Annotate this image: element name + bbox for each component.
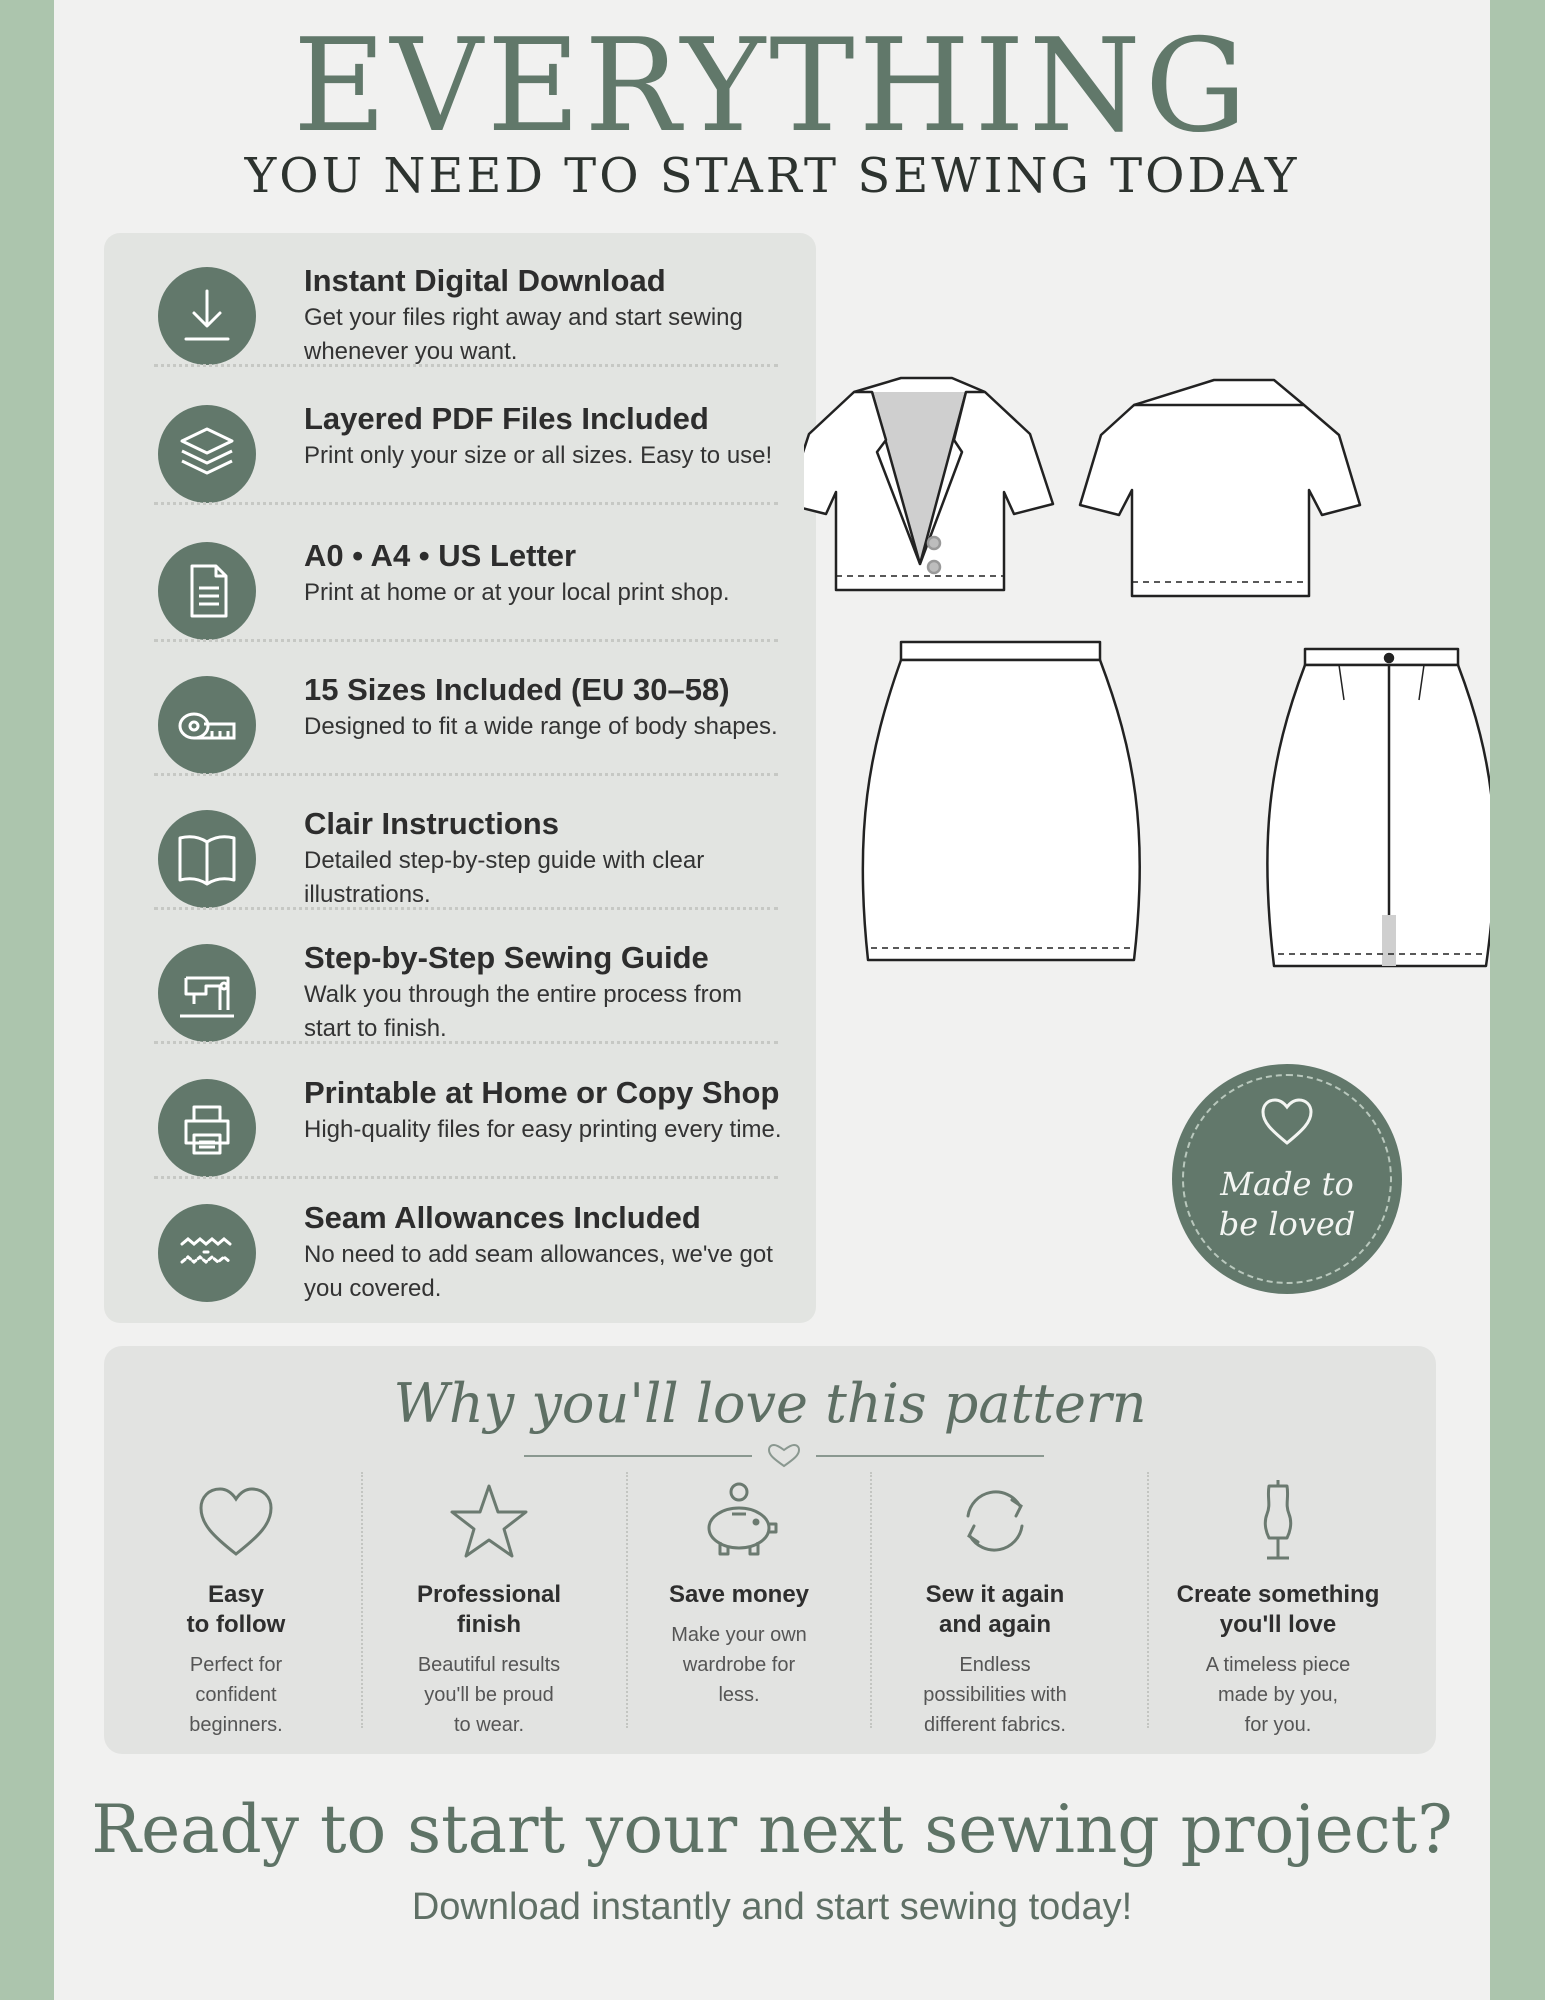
why-panel <box>104 1346 1436 1754</box>
benefit-description: Perfect for confident beginners. <box>189 1654 283 1736</box>
printer-icon <box>158 1079 256 1177</box>
jacket-front-illustration <box>804 378 1053 590</box>
garment-illustrations <box>804 360 1490 980</box>
feature-item <box>104 642 816 776</box>
measuring-tape-icon <box>158 676 256 774</box>
feature-title: Layered PDF Files Included <box>304 401 709 436</box>
feature-title: A0 • A4 • US Letter <box>304 538 577 573</box>
jacket-back-illustration <box>1080 380 1360 596</box>
benefit-title: Sew it again and again <box>925 1581 1065 1638</box>
feature-title: Clair Instructions <box>304 806 559 841</box>
divider <box>361 1472 363 1728</box>
feature-item <box>104 1045 816 1179</box>
benefit-description: Endless possibilities with different fabrics. <box>923 1654 1067 1736</box>
benefit-title: Create something you'll love <box>1176 1581 1380 1638</box>
benefit-item <box>624 1476 854 1726</box>
feature-item <box>104 776 816 910</box>
benefit-item <box>1138 1476 1418 1736</box>
benefit-description: Make your own wardrobe for less. <box>671 1624 807 1706</box>
divider <box>154 1041 778 1044</box>
feature-description: Print at home or at your local print shop. <box>304 579 730 606</box>
benefit-item <box>870 1476 1120 1736</box>
feature-title: Seam Allowances Included <box>304 1200 701 1235</box>
feature-description: No need to add seam allowances, we've got you covered. <box>304 1241 773 1302</box>
benefit-item <box>124 1476 348 1736</box>
benefit-item <box>364 1476 614 1736</box>
feature-item <box>104 910 816 1044</box>
badge-text: Made to be loved <box>1218 1165 1356 1243</box>
seam-wave-icon <box>158 1204 256 1302</box>
feature-description: Get your files right away and start sewing whenever you want. <box>304 304 743 365</box>
benefit-description: A timeless piece made by you, for you. <box>1205 1654 1351 1736</box>
feature-title: 15 Sizes Included (EU 30–58) <box>304 672 730 707</box>
heart-icon <box>1259 1096 1315 1148</box>
star-icon <box>444 1476 534 1566</box>
benefit-title: Professional finish <box>416 1581 562 1638</box>
cta-subtitle: Download instantly and start sewing today! <box>411 1886 1133 1928</box>
feature-description: Print only your size or all sizes. Easy to use! <box>304 442 773 469</box>
why-title: Why you'll love this pattern <box>393 1372 1147 1435</box>
heart-outline-icon <box>191 1476 281 1566</box>
made-to-be-loved-badge <box>1172 1064 1402 1294</box>
piggy-bank-icon <box>694 1476 784 1566</box>
refresh-icon <box>950 1476 1040 1566</box>
benefit-description: Beautiful results you'll be proud to wear. <box>417 1654 561 1736</box>
cta-title: Ready to start your next sewing project? <box>91 1791 1453 1868</box>
download-icon <box>158 267 256 365</box>
dress-form-icon <box>1233 1476 1323 1566</box>
skirt-front-illustration <box>863 642 1140 960</box>
page-subtitle: YOU NEED TO START SEWING TODAY <box>244 148 1300 204</box>
feature-item <box>104 1170 816 1304</box>
feature-description: Detailed step-by-step guide with clear illustrations. <box>304 847 705 908</box>
feature-item <box>104 233 816 367</box>
layers-icon <box>158 405 256 503</box>
feature-title: Step-by-Step Sewing Guide <box>304 940 709 975</box>
feature-title: Instant Digital Download <box>304 263 666 298</box>
feature-description: Walk you through the entire process from start to finish. <box>304 981 742 1042</box>
divider <box>626 1472 628 1728</box>
open-book-icon <box>158 810 256 908</box>
skirt-back-illustration <box>1267 649 1490 966</box>
feature-item <box>104 508 816 642</box>
divider <box>154 502 778 505</box>
divider <box>870 1472 872 1728</box>
feature-description: Designed to fit a wide range of body shapes. <box>304 713 778 740</box>
features-panel <box>104 233 816 1323</box>
sewing-machine-icon <box>158 944 256 1042</box>
feature-description: High-quality files for easy printing every time. <box>304 1116 782 1143</box>
page-title: EVERYTHING <box>292 12 1252 161</box>
heart-divider <box>524 1442 1044 1472</box>
divider <box>1147 1472 1149 1728</box>
benefit-title: Save money <box>668 1581 810 1608</box>
page <box>54 0 1490 2000</box>
document-icon <box>158 542 256 640</box>
feature-title: Printable at Home or Copy Shop <box>304 1075 780 1110</box>
benefit-title: Easy to follow <box>186 1581 286 1638</box>
divider <box>154 364 778 367</box>
feature-item <box>104 371 816 505</box>
